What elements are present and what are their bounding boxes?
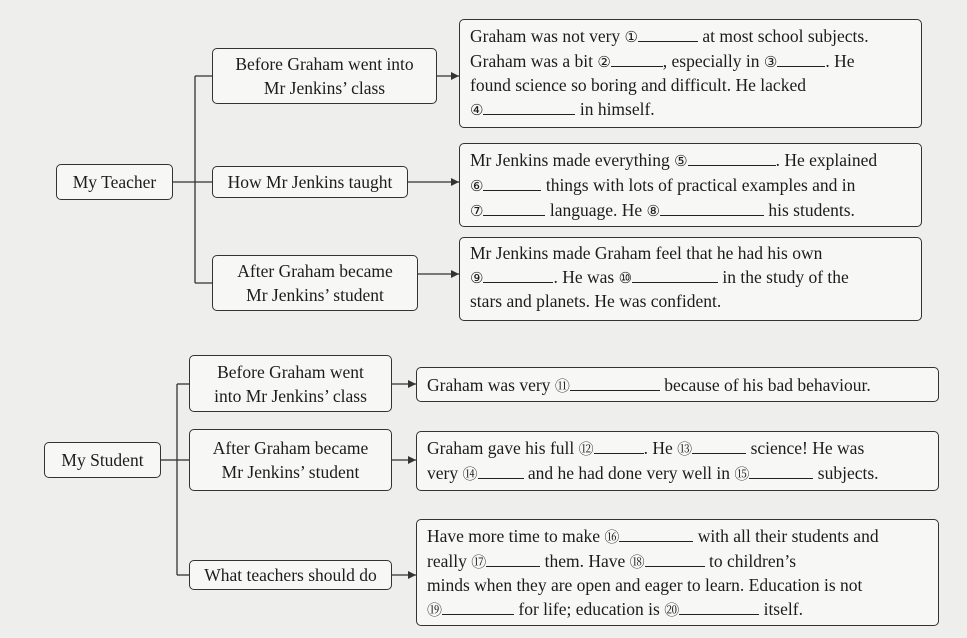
detail-line [427, 436, 928, 461]
answer-blank[interactable] [483, 198, 545, 216]
student-node-after [189, 429, 392, 491]
detail-line [470, 242, 911, 265]
detail-text: . He [825, 51, 855, 71]
blank-number: ⑳ [664, 601, 680, 619]
detail-text: with all their students and [693, 526, 879, 546]
detail-line [427, 549, 928, 574]
root-label: My Student [61, 449, 144, 470]
node-label-line: Before Graham went into [235, 54, 414, 74]
detail-text: , especially in [662, 51, 764, 71]
root-my-teacher [56, 164, 173, 200]
blank-number: ⑤ [674, 152, 688, 170]
detail-text: for life; education is [514, 599, 665, 619]
node-label-line: What teachers should do [204, 564, 377, 585]
detail-text: minds when they are open and eager to learn. Education is not [427, 575, 863, 595]
blank-number: ⑦ [470, 202, 484, 220]
node-label-line: After Graham became [237, 261, 393, 281]
teacher-detail-before [459, 19, 922, 128]
answer-blank[interactable] [478, 461, 524, 479]
answer-blank[interactable] [442, 597, 514, 615]
root-label: My Teacher [72, 171, 157, 192]
detail-text: . He was [553, 267, 619, 287]
teacher-detail-after [459, 237, 922, 321]
node-label-line: How Mr Jenkins taught [227, 171, 393, 192]
blank-number: ⑮ [734, 465, 750, 483]
answer-blank[interactable] [692, 436, 746, 454]
detail-text: really [427, 551, 472, 571]
detail-text: Mr Jenkins made Graham feel that he had his own [470, 243, 823, 263]
detail-text: itself. [759, 599, 803, 619]
blank-number: ⑪ [554, 377, 570, 395]
teacher-node-before [212, 48, 437, 104]
detail-text: Have more time to make [427, 526, 605, 546]
detail-line [470, 290, 911, 313]
blank-number: ⑯ [604, 528, 620, 546]
detail-text: Graham was very [427, 375, 555, 395]
detail-text: language. He [545, 200, 647, 220]
detail-text: his students. [763, 200, 855, 220]
answer-blank[interactable] [645, 549, 705, 567]
detail-text: . He explained [775, 150, 878, 170]
detail-text: science! He was [746, 438, 865, 458]
detail-line [470, 265, 911, 290]
blank-number: ⑬ [677, 440, 693, 458]
detail-line [427, 524, 928, 549]
blank-number: ⑭ [462, 465, 478, 483]
detail-line [470, 198, 911, 223]
detail-text: Graham was not very [470, 26, 625, 46]
node-label-line: Mr Jenkins’ student [221, 462, 360, 482]
detail-line [427, 574, 928, 597]
student-detail-before [416, 367, 939, 402]
blank-number: ① [624, 28, 638, 46]
answer-blank[interactable] [749, 461, 813, 479]
detail-line [427, 597, 928, 622]
detail-text: in himself. [575, 99, 655, 119]
detail-text: Graham was a bit [470, 51, 598, 71]
answer-blank[interactable] [486, 549, 540, 567]
node-label-line: into Mr Jenkins’ class [214, 385, 367, 406]
blank-number: ⑧ [646, 202, 660, 220]
detail-line [470, 173, 911, 198]
detail-line [427, 373, 928, 398]
blank-number: ④ [470, 101, 484, 119]
detail-text: at most school subjects. [698, 26, 869, 46]
answer-blank[interactable] [679, 597, 759, 615]
answer-blank[interactable] [619, 524, 693, 542]
detail-line [470, 97, 911, 122]
detail-line [470, 49, 911, 74]
blank-number: ⑱ [629, 553, 645, 571]
student-node-what [189, 560, 392, 590]
answer-blank[interactable] [611, 49, 663, 67]
detail-line [470, 74, 911, 97]
teacher-detail-how [459, 143, 922, 227]
node-label-line: Before Graham went [217, 361, 364, 382]
blank-number: ② [597, 53, 611, 71]
student-detail-what [416, 519, 939, 626]
detail-text: subjects. [813, 463, 879, 483]
detail-text: to children’s [704, 551, 797, 571]
answer-blank[interactable] [594, 436, 644, 454]
detail-text: Graham gave his full [427, 438, 579, 458]
detail-text: in the study of the [718, 267, 849, 287]
teacher-node-after [212, 255, 418, 311]
detail-line [470, 148, 911, 173]
student-node-before [189, 355, 392, 412]
answer-blank[interactable] [483, 265, 553, 283]
answer-blank[interactable] [688, 148, 776, 166]
node-label-line: After Graham became [212, 438, 369, 458]
answer-blank[interactable] [483, 97, 575, 115]
student-detail-after [416, 431, 939, 491]
answer-blank[interactable] [570, 373, 660, 391]
blank-number: ⑩ [618, 269, 633, 287]
blank-number: ⑲ [427, 601, 443, 619]
blank-number: ⑫ [578, 440, 594, 458]
node-label-line: Mr Jenkins’ class [263, 78, 386, 98]
answer-blank[interactable] [660, 198, 764, 216]
detail-text: them. Have [540, 551, 630, 571]
blank-number: ⑥ [470, 177, 484, 195]
detail-text: and he had done very well in [523, 463, 735, 483]
blank-number: ⑨ [470, 269, 484, 287]
detail-text: very [427, 463, 463, 483]
detail-text: found science so boring and difficult. He lacked [470, 75, 806, 95]
teacher-node-how [212, 166, 408, 198]
answer-blank[interactable] [777, 49, 825, 67]
detail-text: . He [643, 438, 678, 458]
node-label-line: Mr Jenkins’ student [246, 285, 384, 305]
detail-line [470, 24, 911, 49]
blank-number: ⑰ [471, 553, 487, 571]
detail-text: things with lots of practical examples and in [541, 175, 856, 195]
detail-text: stars and planets. He was confident. [470, 291, 722, 311]
detail-text: because of his bad behaviour. [659, 375, 871, 395]
detail-text: Mr Jenkins made everything [470, 150, 675, 170]
answer-blank[interactable] [632, 265, 718, 283]
detail-line [427, 461, 928, 486]
answer-blank[interactable] [638, 24, 698, 42]
root-my-student [44, 442, 161, 478]
blank-number: ③ [763, 53, 778, 71]
answer-blank[interactable] [483, 173, 541, 191]
